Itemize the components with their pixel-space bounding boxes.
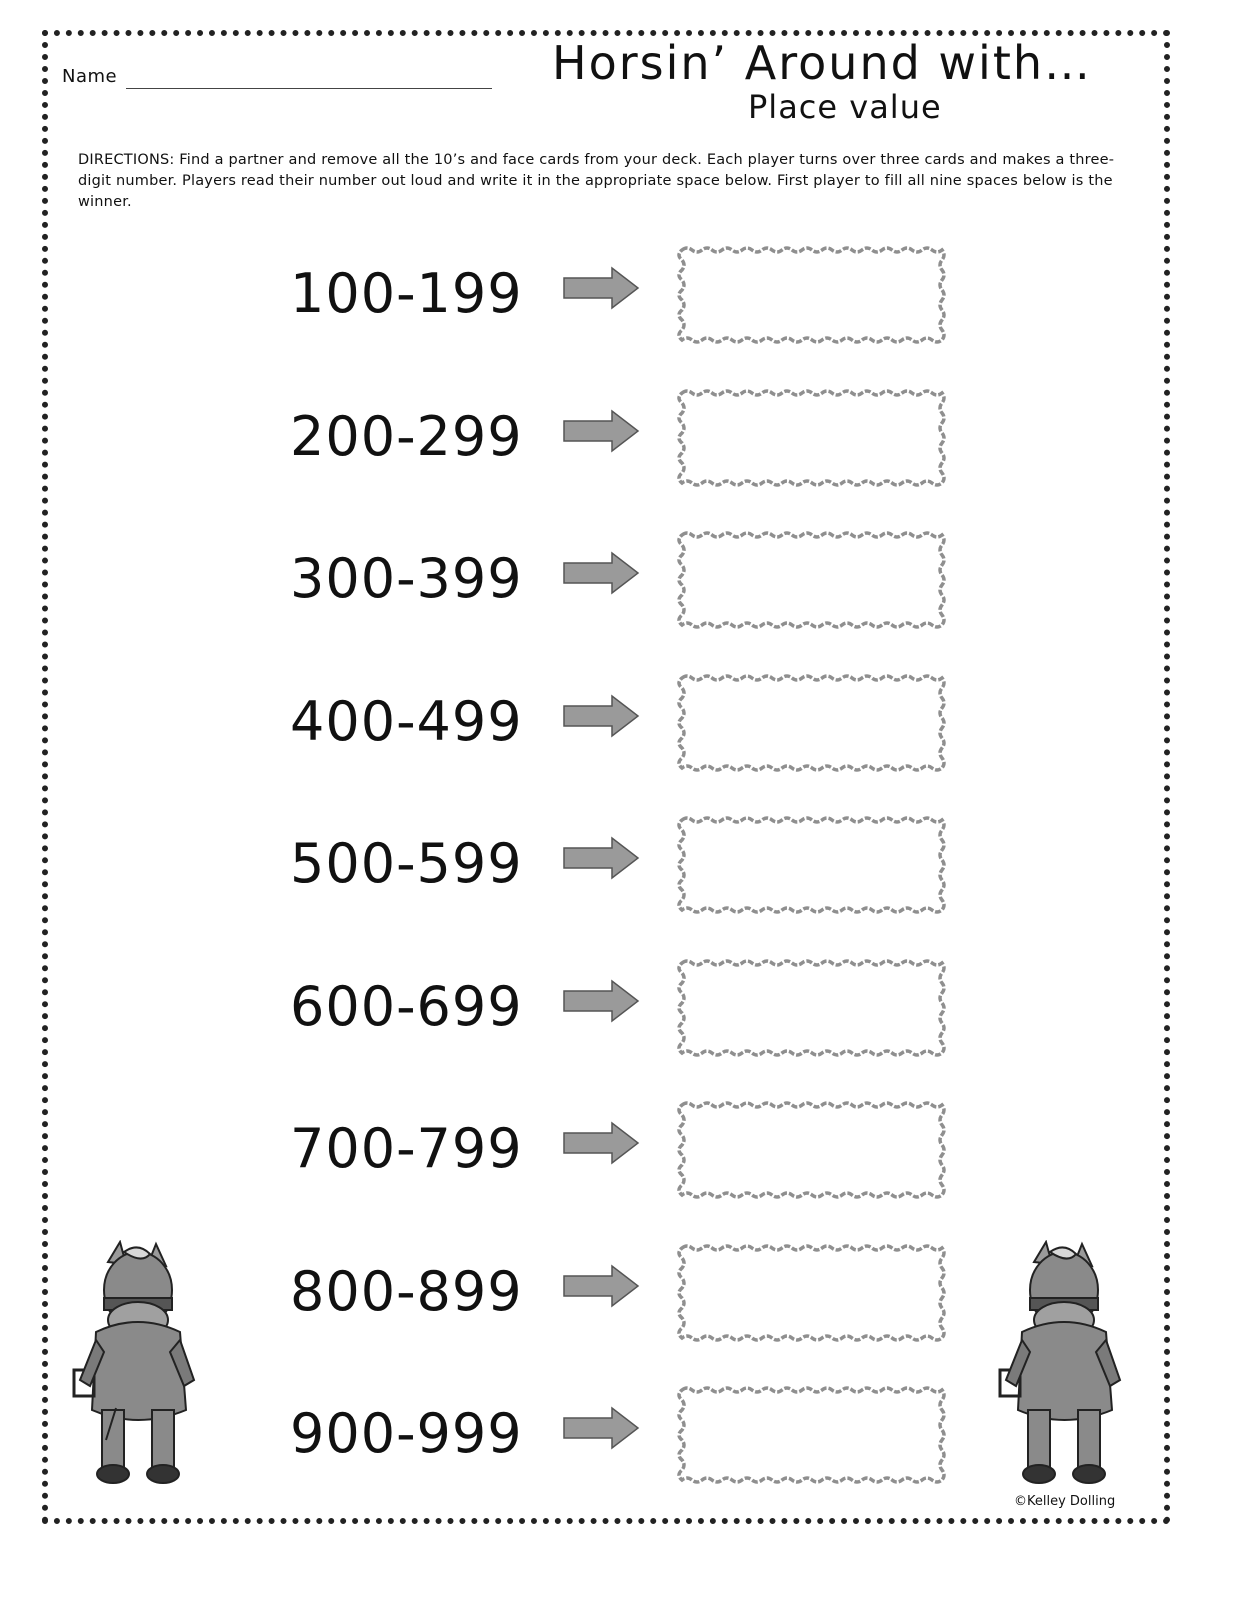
answer-box[interactable] xyxy=(674,1384,950,1484)
range-label: 300-399 xyxy=(290,547,523,610)
range-label: 500-599 xyxy=(290,832,523,895)
worksheet-subtitle: Place value xyxy=(748,88,942,126)
range-row xyxy=(0,244,1236,354)
right-arrow-icon xyxy=(562,1264,642,1308)
horse-icon xyxy=(992,1240,1132,1490)
range-row xyxy=(0,814,1236,924)
right-arrow-icon xyxy=(562,551,642,595)
answer-box[interactable] xyxy=(674,1242,950,1342)
answer-box[interactable] xyxy=(674,387,950,487)
range-row xyxy=(0,672,1236,782)
worksheet-title: Horsin’ Around with… xyxy=(552,36,1093,90)
right-arrow-icon xyxy=(562,979,642,1023)
right-arrow-icon xyxy=(562,266,642,310)
right-arrow-icon xyxy=(562,1121,642,1165)
copyright-text: ©Kelley Dolling xyxy=(1014,1494,1116,1509)
right-arrow-icon xyxy=(562,1406,642,1450)
name-field-line[interactable] xyxy=(126,88,492,89)
range-label: 800-899 xyxy=(290,1259,523,1323)
range-label: 600-699 xyxy=(290,974,523,1038)
range-label: 700-799 xyxy=(290,1117,523,1180)
answer-box[interactable] xyxy=(674,957,950,1057)
answer-box[interactable] xyxy=(674,1099,950,1199)
answer-box[interactable] xyxy=(674,244,950,344)
range-row xyxy=(0,529,1236,639)
name-label: Name xyxy=(62,66,118,87)
range-label: 100-199 xyxy=(290,262,523,325)
right-arrow-icon xyxy=(562,409,642,453)
answer-box[interactable] xyxy=(674,672,950,772)
horse-icon xyxy=(66,1240,206,1490)
right-arrow-icon xyxy=(562,836,642,880)
answer-box[interactable] xyxy=(674,814,950,914)
range-row xyxy=(0,387,1236,497)
directions-text: DIRECTIONS: Find a partner and remove all the 10’s and face cards from your deck. Each player turns over three cards and makes a three-digit number. Players read their number out loud and write it in the appropriate space below. First player to fill all nine spaces below is the winner. xyxy=(78,152,1115,210)
range-label: 200-299 xyxy=(290,404,523,468)
range-row xyxy=(0,957,1236,1067)
range-label: 400-499 xyxy=(290,689,523,753)
answer-box[interactable] xyxy=(674,529,950,629)
range-label: 900-999 xyxy=(290,1402,523,1465)
range-row xyxy=(0,1099,1236,1209)
right-arrow-icon xyxy=(562,694,642,738)
